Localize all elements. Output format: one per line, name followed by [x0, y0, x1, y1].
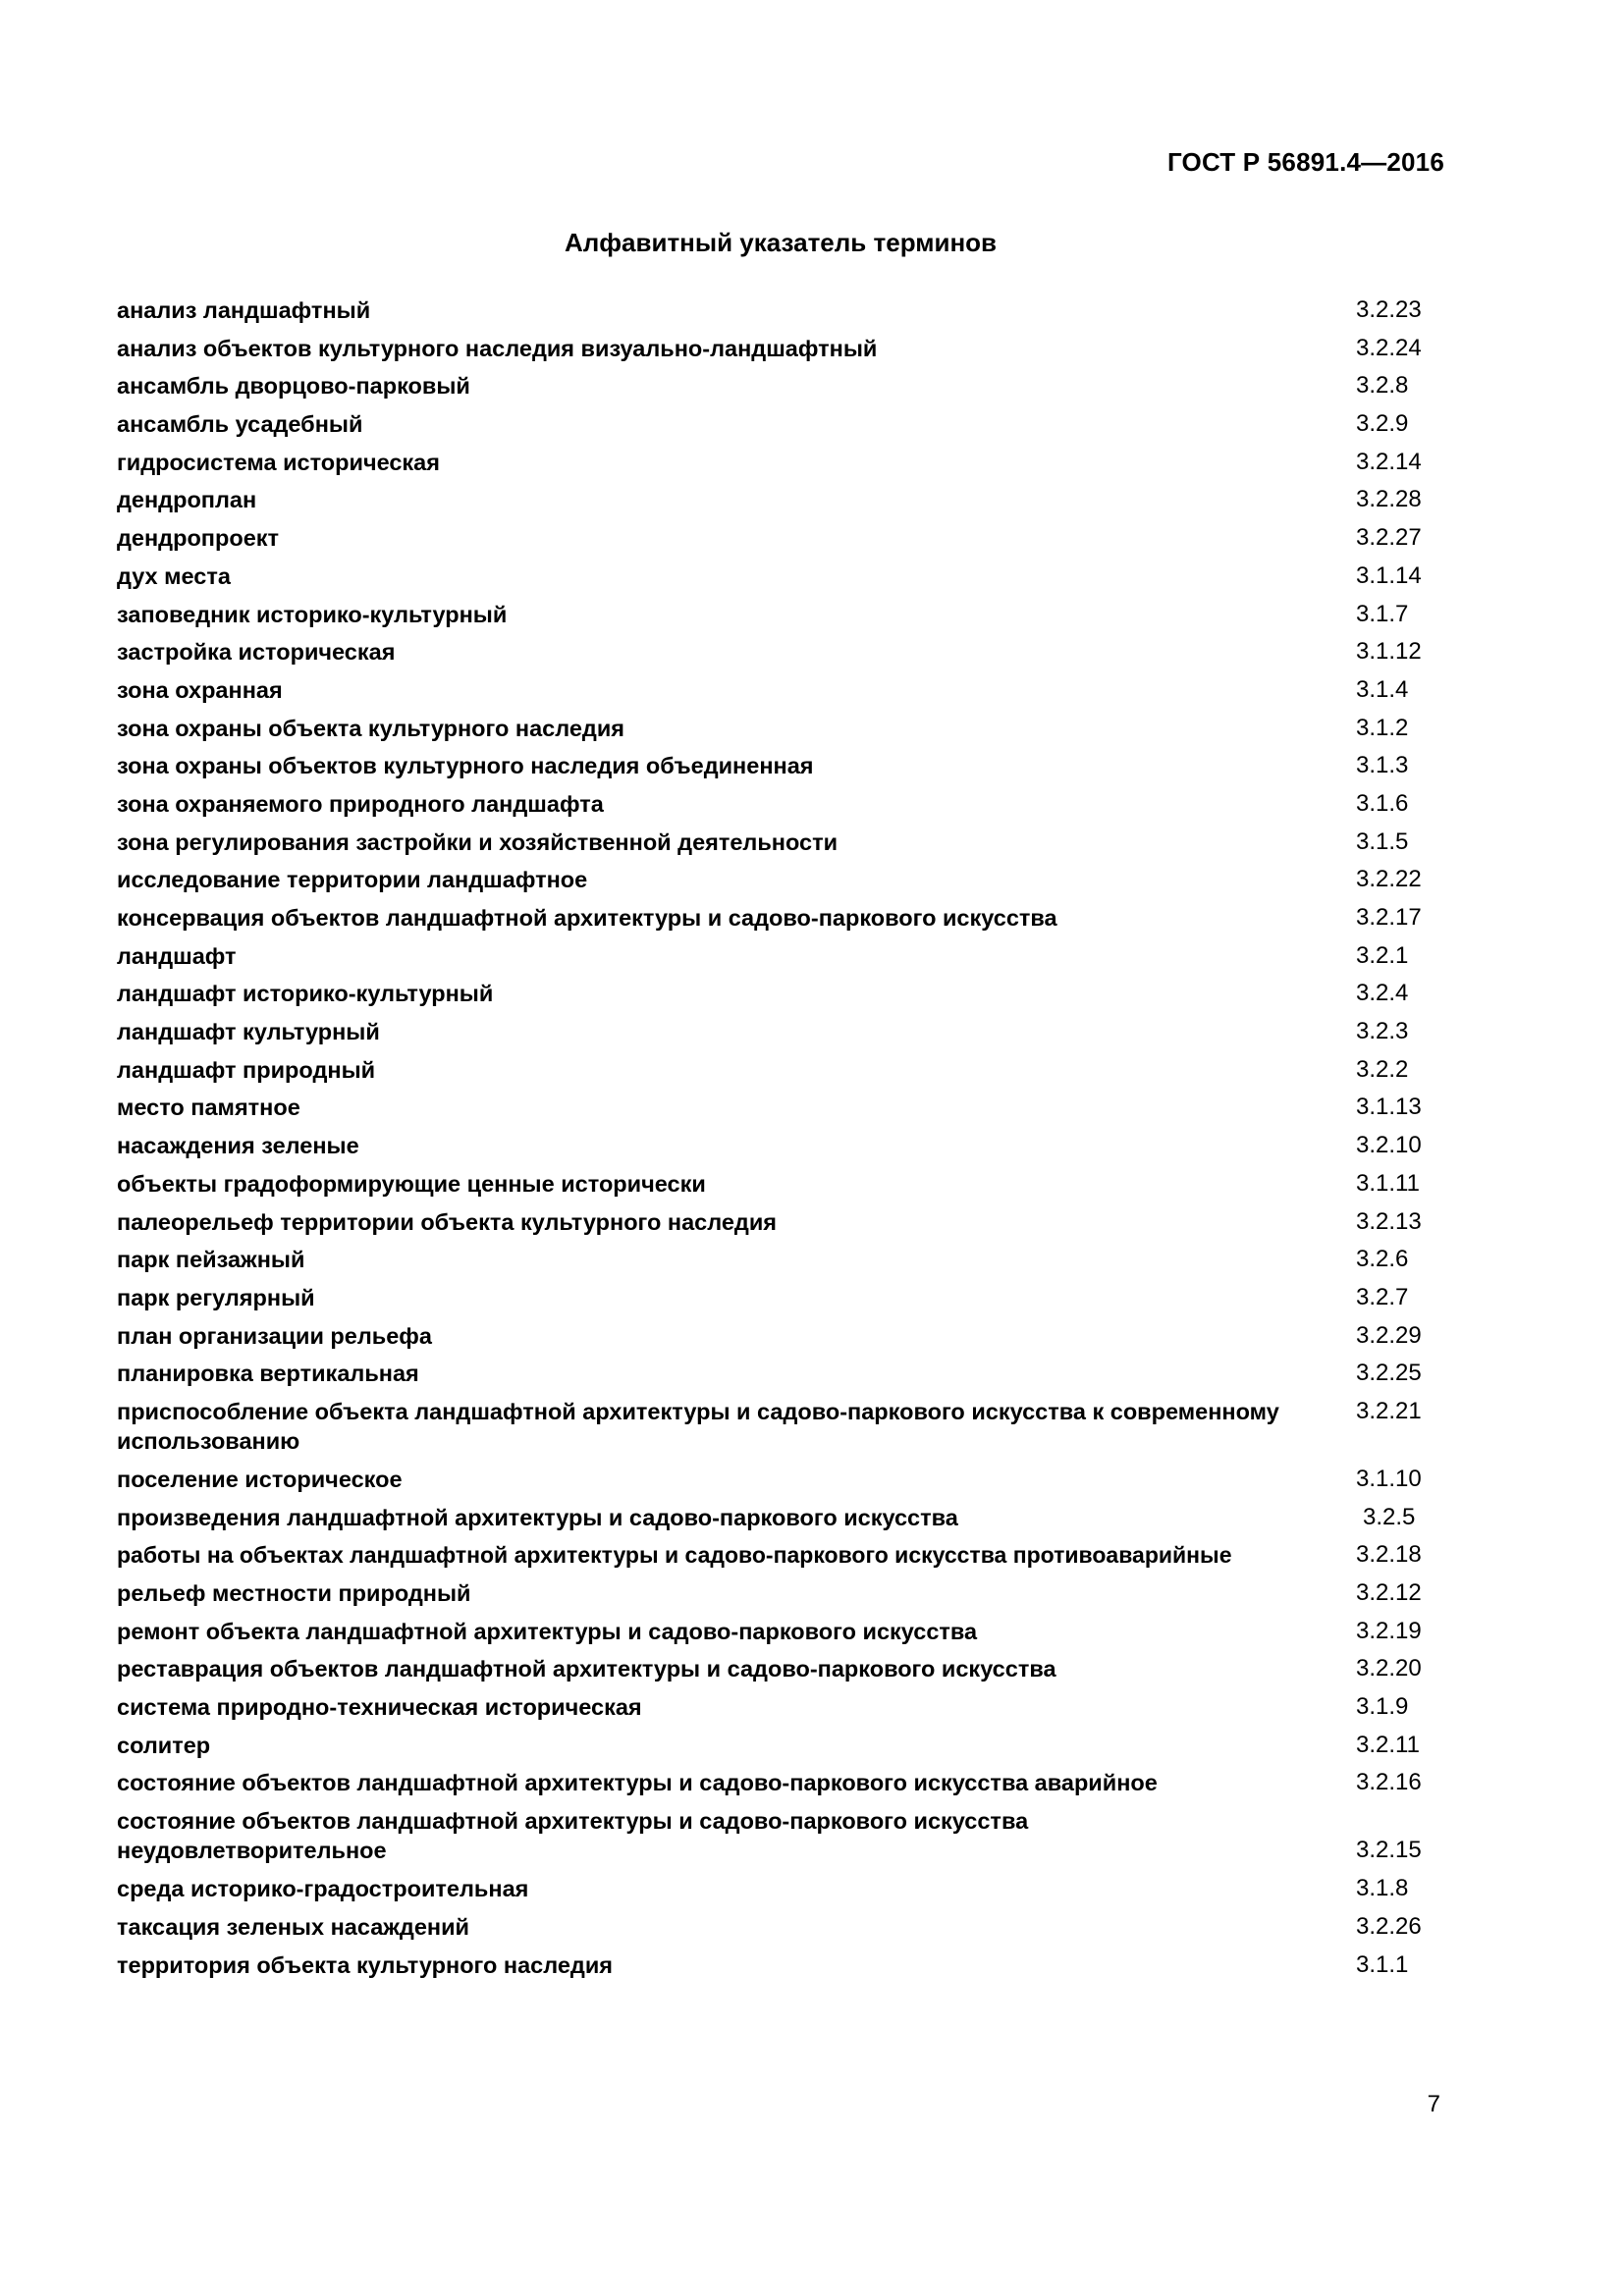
term-name: анализ объектов культурного наследия визуально-ландшафтный [117, 335, 878, 361]
term-ref: 3.2.19 [1356, 1617, 1422, 1644]
term-ref: 3.2.27 [1356, 524, 1422, 552]
term-name: парк регулярный [117, 1284, 315, 1310]
term-ref: 3.2.22 [1356, 866, 1422, 893]
term-row [117, 334, 1442, 372]
term-row [117, 1169, 1442, 1207]
term-row [117, 828, 1442, 866]
index-title: Алфавитный указатель терминов [564, 228, 998, 257]
term-name: приспособление объекта ландшафтной архитектуры и садово-паркового искусства к современному использованию [117, 1398, 1279, 1454]
term-row [117, 1950, 1442, 1989]
term-ref: 3.2.4 [1356, 980, 1409, 1007]
term-row [117, 1321, 1442, 1360]
term-ref: 3.2.11 [1356, 1731, 1420, 1758]
term-ref: 3.2.24 [1356, 334, 1422, 361]
term-ref: 3.2.15 [1356, 1837, 1422, 1864]
term-name: состояние объектов ландшафтной архитектуры и садово-паркового искусства аварийное [117, 1770, 1158, 1796]
term-row [117, 675, 1442, 714]
term-ref: 3.1.4 [1356, 675, 1409, 703]
term-ref: 3.2.29 [1356, 1321, 1422, 1349]
term-row [117, 1131, 1442, 1169]
term-name: ансамбль дворцово-парковый [117, 373, 470, 400]
term-ref: 3.1.8 [1356, 1875, 1409, 1902]
term-row [117, 1093, 1442, 1131]
term-ref: 3.1.7 [1356, 600, 1409, 627]
term-name: зона охраняемого природного ландшафта [117, 790, 604, 817]
term-index-list [117, 295, 1442, 1988]
term-name: палеорельеф территории объекта культурного наследия [117, 1208, 778, 1235]
term-name: зона охраны объекта культурного наследия [117, 715, 624, 741]
term-name: дендроплан [117, 487, 257, 513]
term-row [117, 751, 1442, 789]
term-row [117, 1768, 1442, 1806]
term-name: поселение историческое [117, 1466, 403, 1492]
term-name: объекты градоформирующие ценные исторически [117, 1170, 706, 1197]
term-ref: 3.2.17 [1356, 904, 1422, 931]
term-name: место памятное [117, 1095, 300, 1121]
term-ref: 3.1.12 [1356, 638, 1422, 666]
term-name: ландшафт историко-культурный [117, 981, 494, 1007]
term-row [117, 1578, 1442, 1617]
term-row [117, 903, 1442, 941]
term-ref: 3.2.12 [1356, 1579, 1422, 1606]
term-ref: 3.2.7 [1356, 1283, 1409, 1310]
term-name: насаждения зеленые [117, 1133, 359, 1159]
term-name: ремонт объекта ландшафтной архитектуры и садово-паркового искусства [117, 1618, 978, 1644]
term-ref: 3.1.10 [1356, 1465, 1422, 1492]
term-ref: 3.2.23 [1356, 296, 1422, 323]
term-ref: 3.2.20 [1356, 1655, 1422, 1682]
term-name: ансамбль усадебный [117, 411, 363, 438]
term-row [117, 789, 1442, 828]
term-row [117, 1806, 1442, 1874]
term-name: консервация объектов ландшафтной архитектуры и садово-паркового искусства [117, 905, 1057, 931]
term-ref: 3.1.14 [1356, 561, 1422, 589]
term-ref: 3.2.18 [1356, 1541, 1422, 1569]
term-row [117, 1397, 1442, 1465]
term-ref: 3.1.13 [1356, 1094, 1422, 1121]
term-name: солитер [117, 1732, 211, 1758]
term-ref: 3.1.5 [1356, 828, 1409, 855]
term-ref: 3.2.1 [1356, 941, 1409, 969]
term-row [117, 295, 1442, 334]
term-ref: 3.2.6 [1356, 1246, 1409, 1273]
term-ref: 3.2.28 [1356, 486, 1422, 513]
term-ref: 3.2.26 [1356, 1912, 1422, 1940]
term-name: состояние объектов ландшафтной архитектуры и садово-паркового искусства неудовлетворительное [117, 1808, 1029, 1864]
term-ref: 3.1.3 [1356, 752, 1409, 779]
term-ref: 3.2.8 [1356, 372, 1409, 400]
term-name: ландшафт [117, 942, 237, 969]
term-name: работы на объектах ландшафтной архитектуры и садово-паркового искусства противоаварийные [117, 1542, 1232, 1569]
document-code: ГОСТ Р 56891.4—2016 [1166, 147, 1444, 177]
term-row [117, 941, 1442, 980]
term-row [117, 1017, 1442, 1055]
term-row [117, 1359, 1442, 1397]
term-row [117, 561, 1442, 600]
term-ref: 3.1.11 [1356, 1169, 1420, 1197]
term-row [117, 1874, 1442, 1912]
term-name: система природно-техническая историческая [117, 1694, 642, 1721]
term-name: застройка историческая [117, 639, 396, 666]
term-ref: 3.2.21 [1356, 1397, 1422, 1424]
term-row [117, 637, 1442, 675]
term-name: гидросистема историческая [117, 449, 440, 475]
term-row [117, 979, 1442, 1017]
term-row [117, 1692, 1442, 1731]
term-ref: 3.2.9 [1356, 410, 1409, 438]
term-row [117, 485, 1442, 523]
term-ref: 3.2.2 [1356, 1055, 1409, 1083]
term-row [117, 600, 1442, 638]
term-row [117, 1207, 1442, 1246]
term-name: зона охранная [117, 676, 283, 703]
term-name: заповедник историко-культурный [117, 601, 508, 627]
term-name: ландшафт природный [117, 1056, 376, 1083]
term-row [117, 1654, 1442, 1692]
page-number: 7 [1427, 2091, 1440, 2117]
term-ref: 3.1.2 [1356, 714, 1409, 741]
term-name: среда историко-градостроительная [117, 1876, 529, 1902]
term-name: зона регулирования застройки и хозяйственной деятельности [117, 828, 839, 855]
term-name: произведения ландшафтной архитектуры и садово-паркового искусства [117, 1504, 958, 1530]
term-ref: 3.2.5 [1363, 1503, 1416, 1530]
term-row [117, 1503, 1442, 1541]
term-name: дендропроект [117, 525, 280, 552]
term-row [117, 1617, 1442, 1655]
term-ref: 3.2.3 [1356, 1018, 1409, 1045]
term-ref: 3.2.10 [1356, 1132, 1422, 1159]
term-row [117, 1055, 1442, 1094]
term-ref: 3.2.25 [1356, 1360, 1422, 1387]
term-row [117, 1540, 1442, 1578]
term-row [117, 1912, 1442, 1950]
term-name: рельеф местности природный [117, 1580, 471, 1606]
term-name: план организации рельефа [117, 1322, 432, 1349]
term-name: территория объекта культурного наследия [117, 1951, 614, 1978]
term-row [117, 409, 1442, 448]
term-ref: 3.2.14 [1356, 448, 1422, 475]
term-row [117, 1465, 1442, 1503]
term-row [117, 448, 1442, 486]
term-ref: 3.1.1 [1356, 1950, 1409, 1978]
term-name: реставрация объектов ландшафтной архитектуры и садово-паркового искусства [117, 1656, 1056, 1682]
term-row [117, 865, 1442, 903]
term-row [117, 1245, 1442, 1283]
term-row [117, 371, 1442, 409]
term-name: зона охраны объектов культурного наследия объединенная [117, 753, 814, 779]
term-ref: 3.1.9 [1356, 1693, 1409, 1721]
term-ref: 3.2.13 [1356, 1207, 1422, 1235]
term-row [117, 714, 1442, 752]
term-row [117, 1731, 1442, 1769]
term-row [117, 1283, 1442, 1321]
term-name: планировка вертикальная [117, 1361, 419, 1387]
term-name: дух места [117, 562, 231, 589]
term-name: исследование территории ландшафтное [117, 867, 588, 893]
term-name: ландшафт культурный [117, 1019, 380, 1045]
term-ref: 3.1.6 [1356, 789, 1409, 817]
term-name: парк пейзажный [117, 1247, 305, 1273]
term-ref: 3.2.16 [1356, 1769, 1422, 1796]
term-row [117, 523, 1442, 561]
term-name: таксация зеленых насаждений [117, 1913, 470, 1940]
term-name: анализ ландшафтный [117, 297, 371, 323]
